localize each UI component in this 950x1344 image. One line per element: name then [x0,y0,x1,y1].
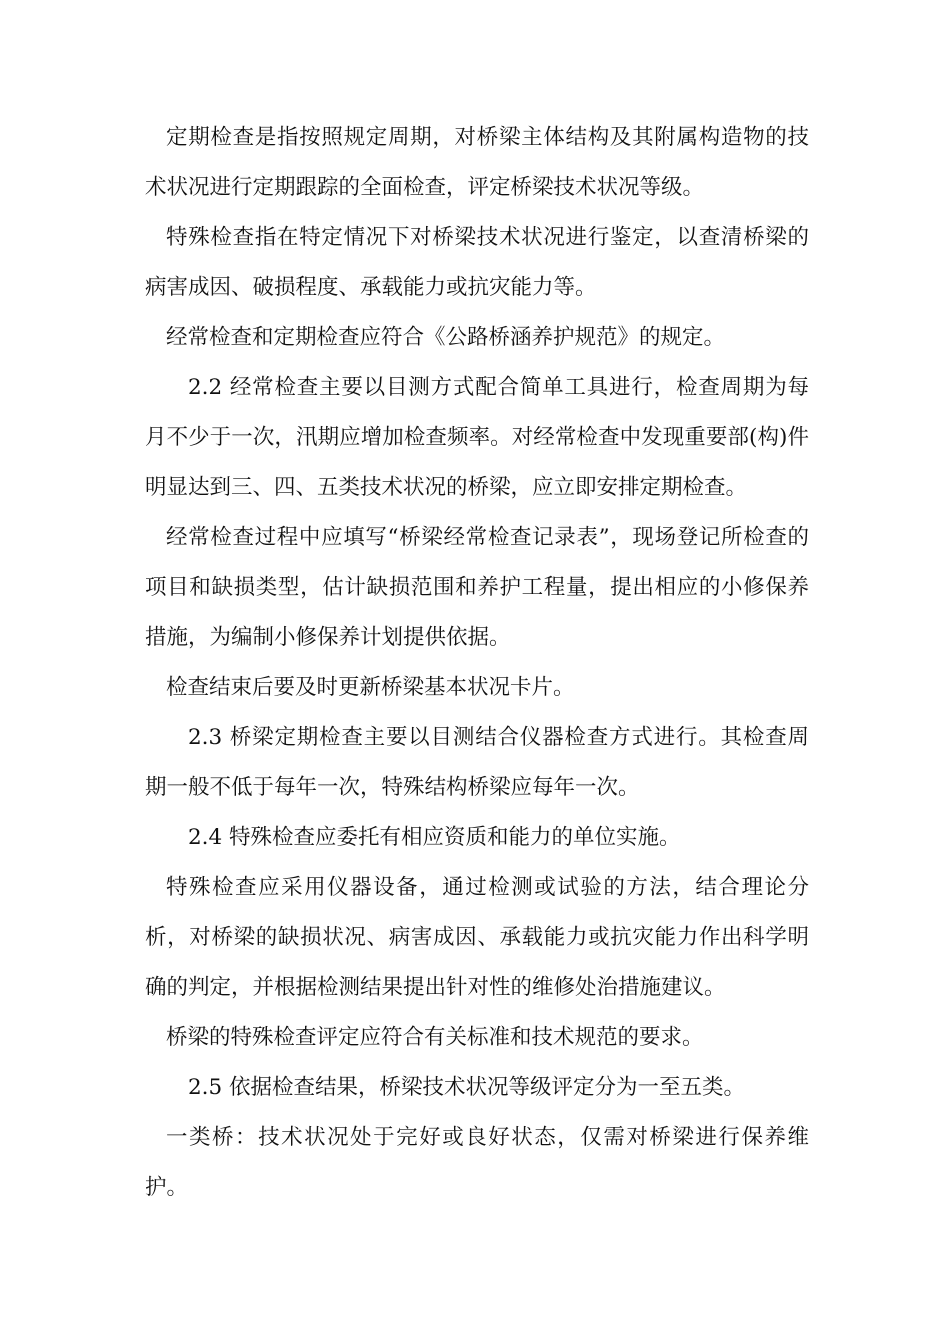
paragraph-inspection-standard: 经常检查和定期检查应符合《公路桥涵养护规范》的规定。 [166,325,726,350]
paragraph-routine-inspection-record: 经常检查过程中应填写“桥梁经常检查记录表”，现场登记所检查的项目和缺损类型，估计缺损范围和养护工程量，提出相应的小修保养措施，为编制小修保养计划提供依据。 [145,525,809,650]
paragraph-special-inspection-method: 特殊检查应采用仪器设备，通过检测或试验的方法，结合理论分析，对桥梁的缺损状况、病害成因、承载能力或抗灾能力作出科学明确的判定，并根据检测结果提出针对性的维修处治措施建议。 [145,875,809,1000]
paragraph-section-2-5: 2.5 依据检查结果，桥梁技术状况等级评定分为一至五类。 [188,1075,746,1100]
paragraph-section-2-3: 2.3 桥梁定期检查主要以目测结合仪器检查方式进行。其检查周期一般不低于每年一次，特殊结构桥梁应每年一次。 [145,725,809,800]
paragraph-special-inspection-standard: 桥梁的特殊检查评定应符合有关标准和技术规范的要求。 [166,1025,704,1050]
paragraph-class-one-bridge: 一类桥：技术状况处于完好或良好状态，仅需对桥梁进行保养维护。 [145,1125,809,1200]
paragraph-update-card: 检查结束后要及时更新桥梁基本状况卡片。 [166,675,575,700]
paragraph-section-2-4: 2.4 特殊检查应委托有相应资质和能力的单位实施。 [188,825,681,850]
paragraph-section-2-2: 2.2 经常检查主要以目测方式配合简单工具进行，检查周期为每月不少于一次，汛期应增加检查频率。对经常检查中发现重要部(构)件明显达到三、四、五类技术状况的桥梁，应立即安排定期检查。 [145,375,809,500]
paragraph-periodic-inspection-definition: 定期检查是指按照规定周期，对桥梁主体结构及其附属构造物的技术状况进行定期跟踪的全面检查，评定桥梁技术状况等级。 [145,125,809,200]
body-text [145,113,809,1213]
paragraph-special-inspection-definition: 特殊检查指在特定情况下对桥梁技术状况进行鉴定，以查清桥梁的病害成因、破损程度、承载能力或抗灾能力等。 [145,225,809,300]
